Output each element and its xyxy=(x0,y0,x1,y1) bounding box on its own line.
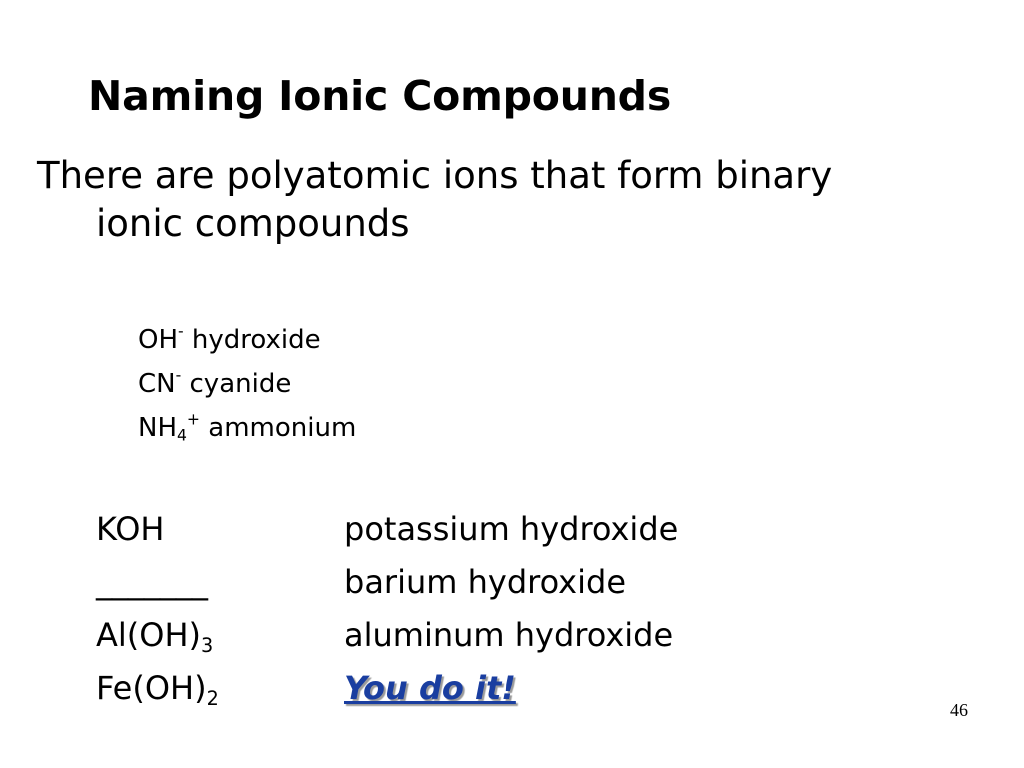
compound-name: aluminum hydroxide xyxy=(344,616,674,654)
ion-name: ammonium xyxy=(208,413,357,443)
compound-formula xyxy=(96,662,219,715)
ion-item-cyanide xyxy=(138,362,356,406)
you-do-it-link[interactable]: You do it! xyxy=(344,669,516,707)
intro-text xyxy=(37,152,937,248)
ion-formula: NH xyxy=(138,413,177,443)
ion-formula: CN xyxy=(138,369,176,399)
slide-title: Naming Ionic Compounds xyxy=(88,72,672,120)
formula-blank-line: _______ xyxy=(96,563,208,601)
ion-subscript: 4 xyxy=(177,426,187,445)
ion-item-hydroxide xyxy=(138,318,356,362)
ion-list xyxy=(138,318,356,450)
formula-subscript: 2 xyxy=(206,686,219,710)
formula-subscript: 3 xyxy=(201,633,214,657)
compound-formula xyxy=(96,503,164,556)
formula-text: KOH xyxy=(96,510,165,548)
ion-charge: - xyxy=(178,322,184,341)
ion-formula: OH xyxy=(138,325,179,355)
ion-charge: - xyxy=(175,366,182,385)
compound-formula xyxy=(96,609,213,662)
formula-text: Al(OH) xyxy=(96,616,201,654)
ion-name: hydroxide xyxy=(191,325,321,355)
compound-name: potassium hydroxide xyxy=(344,510,679,548)
formula-text: Fe(OH) xyxy=(96,669,207,707)
intro-line-2: ionic compounds xyxy=(96,202,410,245)
page-number: 46 xyxy=(950,700,968,720)
ion-item-ammonium xyxy=(138,406,356,450)
ion-name: cyanide xyxy=(189,369,292,399)
intro-line-1: There are polyatomic ions that form binary xyxy=(37,154,833,197)
compound-formula-blank xyxy=(96,556,208,609)
ion-charge: + xyxy=(186,410,200,429)
compound-name: barium hydroxide xyxy=(344,563,626,601)
